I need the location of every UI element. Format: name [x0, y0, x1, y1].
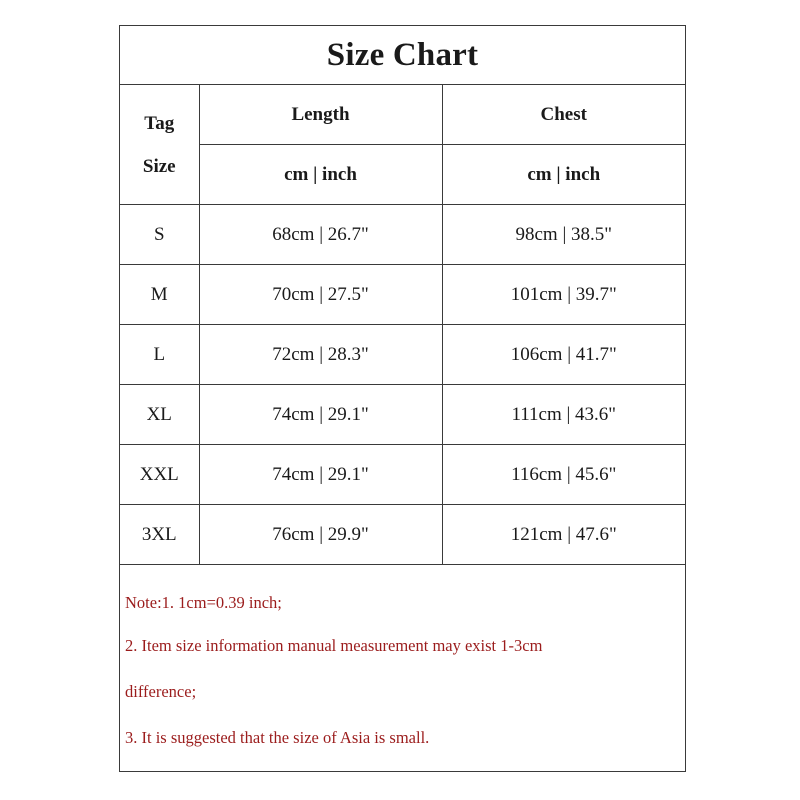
length-cell: 72cm | 28.3": [199, 325, 442, 385]
header-row: [120, 85, 685, 145]
note-line-1: Note:1. 1cm=0.39 inch;: [125, 593, 282, 612]
chart-title: Size Chart: [120, 26, 685, 85]
length-cell: 68cm | 26.7": [199, 205, 442, 265]
size-table: [120, 85, 685, 565]
table-row: [120, 325, 685, 385]
tag-label: Tag: [144, 112, 175, 134]
chest-cell: 111cm | 43.6": [442, 385, 685, 445]
size-cell: XL: [120, 385, 199, 445]
units-row: [120, 145, 685, 205]
chest-cell: 121cm | 47.6": [442, 505, 685, 565]
note-line-2: 2. Item size information manual measurement may exist 1-3cm: [125, 636, 543, 655]
length-units: cm | inch: [199, 145, 442, 205]
table-row: [120, 385, 685, 445]
size-cell: S: [120, 205, 199, 265]
size-cell: XXL: [120, 445, 199, 505]
table-row: [120, 205, 685, 265]
chest-cell: 106cm | 41.7": [442, 325, 685, 385]
chest-cell: 101cm | 39.7": [442, 265, 685, 325]
chest-units: cm | inch: [442, 145, 685, 205]
tag-size-header: [120, 85, 199, 205]
notes-section: [120, 565, 685, 761]
table-row: [120, 445, 685, 505]
table-row: [120, 265, 685, 325]
length-cell: 74cm | 29.1": [199, 445, 442, 505]
chest-cell: 116cm | 45.6": [442, 445, 685, 505]
size-cell: L: [120, 325, 199, 385]
size-cell: 3XL: [120, 505, 199, 565]
length-cell: 74cm | 29.1": [199, 385, 442, 445]
size-chart-sheet: [119, 25, 686, 772]
chest-header: Chest: [442, 85, 685, 145]
length-cell: 76cm | 29.9": [199, 505, 442, 565]
chest-cell: 98cm | 38.5": [442, 205, 685, 265]
size-cell: M: [120, 265, 199, 325]
table-row: [120, 505, 685, 565]
length-header: Length: [199, 85, 442, 145]
note-line-4: 3. It is suggested that the size of Asia is small.: [125, 728, 430, 747]
size-label: Size: [142, 155, 176, 177]
note-line-3: difference;: [125, 682, 197, 701]
length-cell: 70cm | 27.5": [199, 265, 442, 325]
